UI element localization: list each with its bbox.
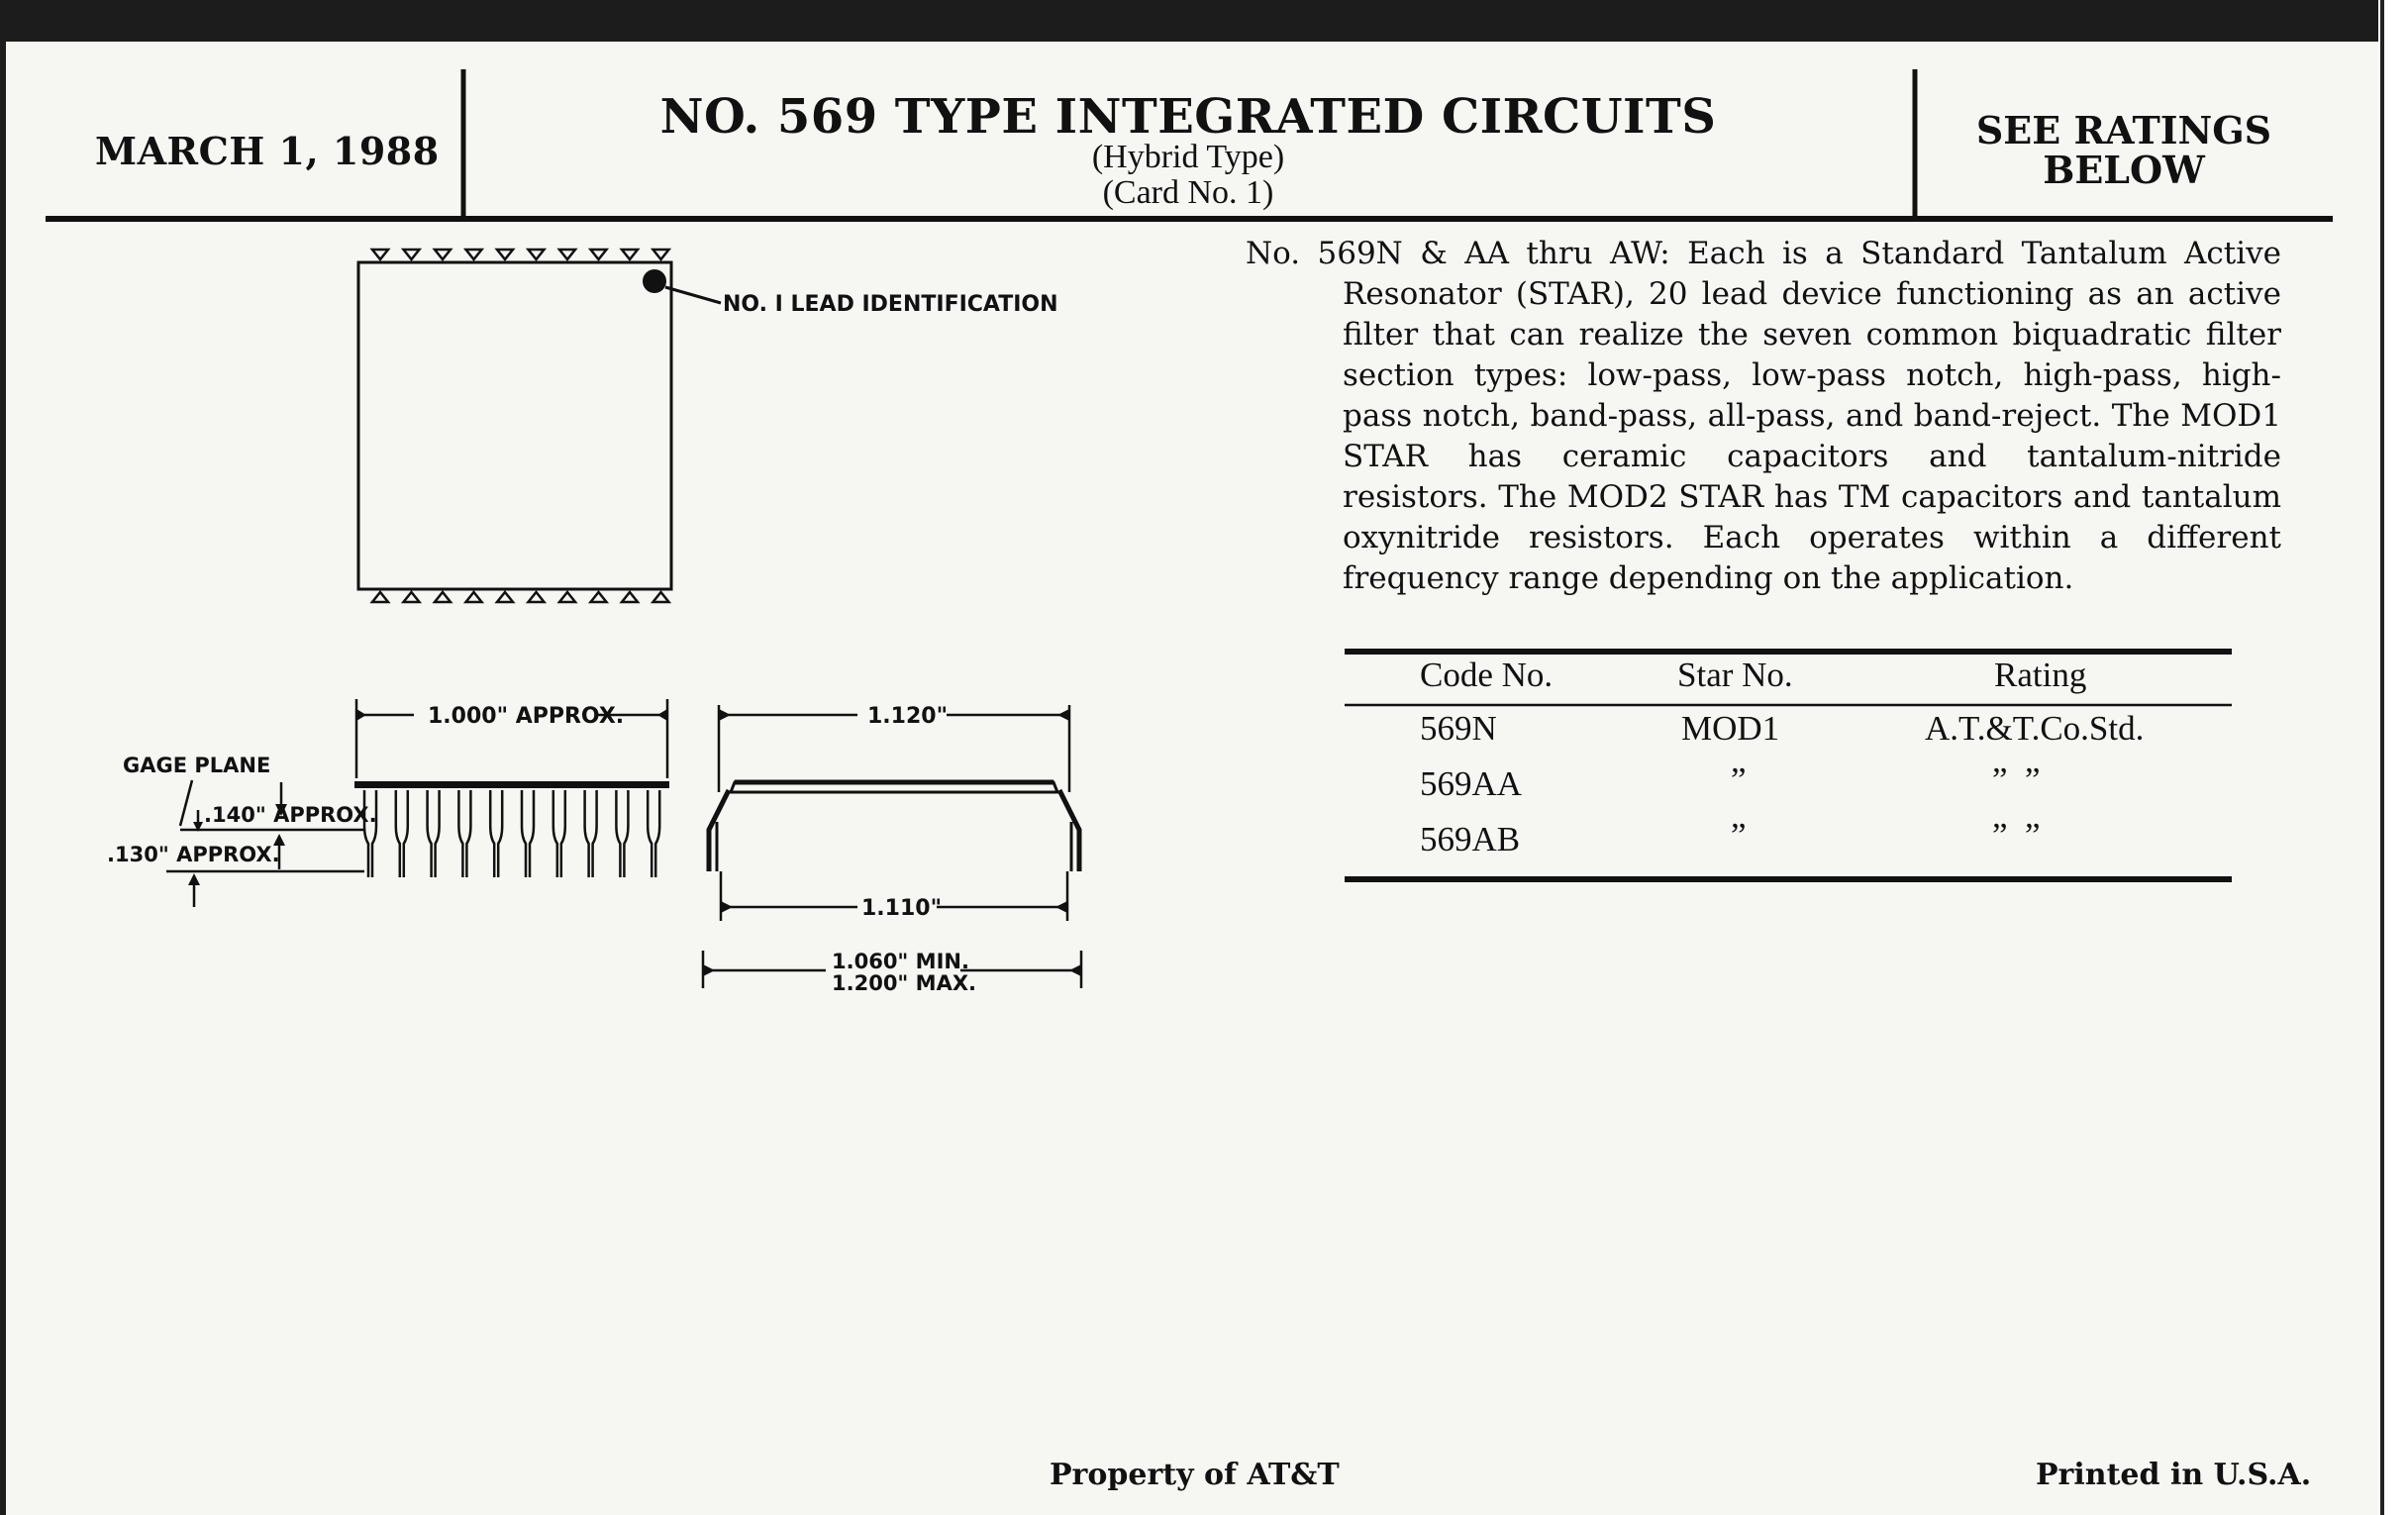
top-pin-marker — [591, 250, 607, 259]
side-lead — [428, 790, 440, 877]
description-text: No. 569N & AA thru AW: Each is a Standard Tantalum Active Resonator (STAR), 20 lead device functioning as an active filter that can realize the seven common biquadratic filter section types: low-pass, low-pass notch, high-pass, high-pass notch, band-pass, all-pass, and band-reject. The MOD1 STAR has ceramic capacitors and tantalum-nitride resistors. The MOD2 STAR has TM capacitors and tantalum oxynitride resistors. Each operates within a different frequency range depending on the application. — [1246, 236, 2281, 596]
table-cell-code: 569AB — [1420, 820, 1521, 858]
top-pin-marker — [529, 250, 545, 259]
side-lead — [648, 790, 659, 877]
bottom-pin-marker — [591, 592, 607, 602]
col-header-code: Code No. — [1420, 656, 1554, 694]
side-lead — [553, 790, 565, 877]
ratings-note-line1: SEE RATINGS — [1975, 108, 2272, 152]
dim-width-label: 1.000" APPROX. — [428, 704, 625, 729]
side-lead — [458, 790, 470, 877]
top-pin-marker — [404, 250, 420, 259]
table-cell-code: 569N — [1420, 709, 1497, 748]
gage-plane-label: GAGE PLANE — [123, 754, 271, 777]
side-lead — [522, 790, 534, 877]
bottom-pin-marker — [372, 592, 388, 602]
table-cell-rating: A.T.&T.Co.Std. — [1925, 709, 2145, 748]
bottom-pin-marker — [559, 592, 575, 602]
card-subtitle: (Hybrid Type) — [1091, 139, 1285, 175]
side-lead — [490, 790, 502, 877]
table-cell-rating: ” ” — [1992, 816, 2041, 855]
bottom-pin-marker — [466, 592, 482, 602]
bottom-pin-marker — [435, 592, 451, 602]
side-lead — [616, 790, 628, 877]
table-cell-code: 569AA — [1420, 764, 1523, 803]
pin1-dot-icon — [643, 269, 666, 293]
dim-1120-label: 1.120" — [867, 704, 949, 729]
footer-property: Property of AT&T — [1050, 1458, 1340, 1492]
card-title: NO. 569 TYPE INTEGRATED CIRCUITS — [659, 89, 1717, 145]
dim-min-label: 1.060" MIN. — [832, 950, 969, 973]
footer-printed: Printed in U.S.A. — [2036, 1458, 2312, 1492]
description — [1246, 234, 2281, 599]
card-number: (Card No. 1) — [1102, 174, 1274, 211]
top-pin-marker — [372, 250, 388, 259]
side-lead — [396, 790, 408, 877]
table-cell-star: ” — [1731, 816, 1747, 855]
bottom-pin-marker — [404, 592, 420, 602]
ratings-note-line2: BELOW — [2043, 148, 2205, 192]
dim-1110-label: 1.110" — [861, 896, 943, 921]
top-pin-marker — [622, 250, 638, 259]
bottom-pin-marker — [529, 592, 545, 602]
bottom-pin-marker — [497, 592, 513, 602]
dim-140-label: .140" APPROX. — [204, 803, 377, 827]
table-cell-star: MOD1 — [1681, 709, 1780, 748]
col-header-rating: Rating — [1994, 656, 2087, 694]
package-end-view — [703, 705, 1081, 988]
table-cell-rating: ” ” — [1992, 760, 2041, 799]
package-top-view — [358, 250, 721, 602]
dim-130-label: .130" APPROX. — [107, 843, 280, 866]
dim-max-label: 1.200" MAX. — [832, 971, 976, 995]
lead-id-label: NO. I LEAD IDENTIFICATION — [723, 292, 1058, 317]
card-date: MARCH 1, 1988 — [95, 129, 440, 173]
bottom-pin-marker — [622, 592, 638, 602]
top-pin-marker — [559, 250, 575, 259]
col-header-star: Star No. — [1677, 656, 1793, 694]
top-pin-marker — [466, 250, 482, 259]
table-cell-star: ” — [1731, 760, 1747, 799]
top-pin-marker — [653, 250, 669, 259]
bottom-pin-marker — [653, 592, 669, 602]
top-pin-marker — [435, 250, 451, 259]
side-lead — [585, 790, 597, 877]
top-pin-marker — [497, 250, 513, 259]
